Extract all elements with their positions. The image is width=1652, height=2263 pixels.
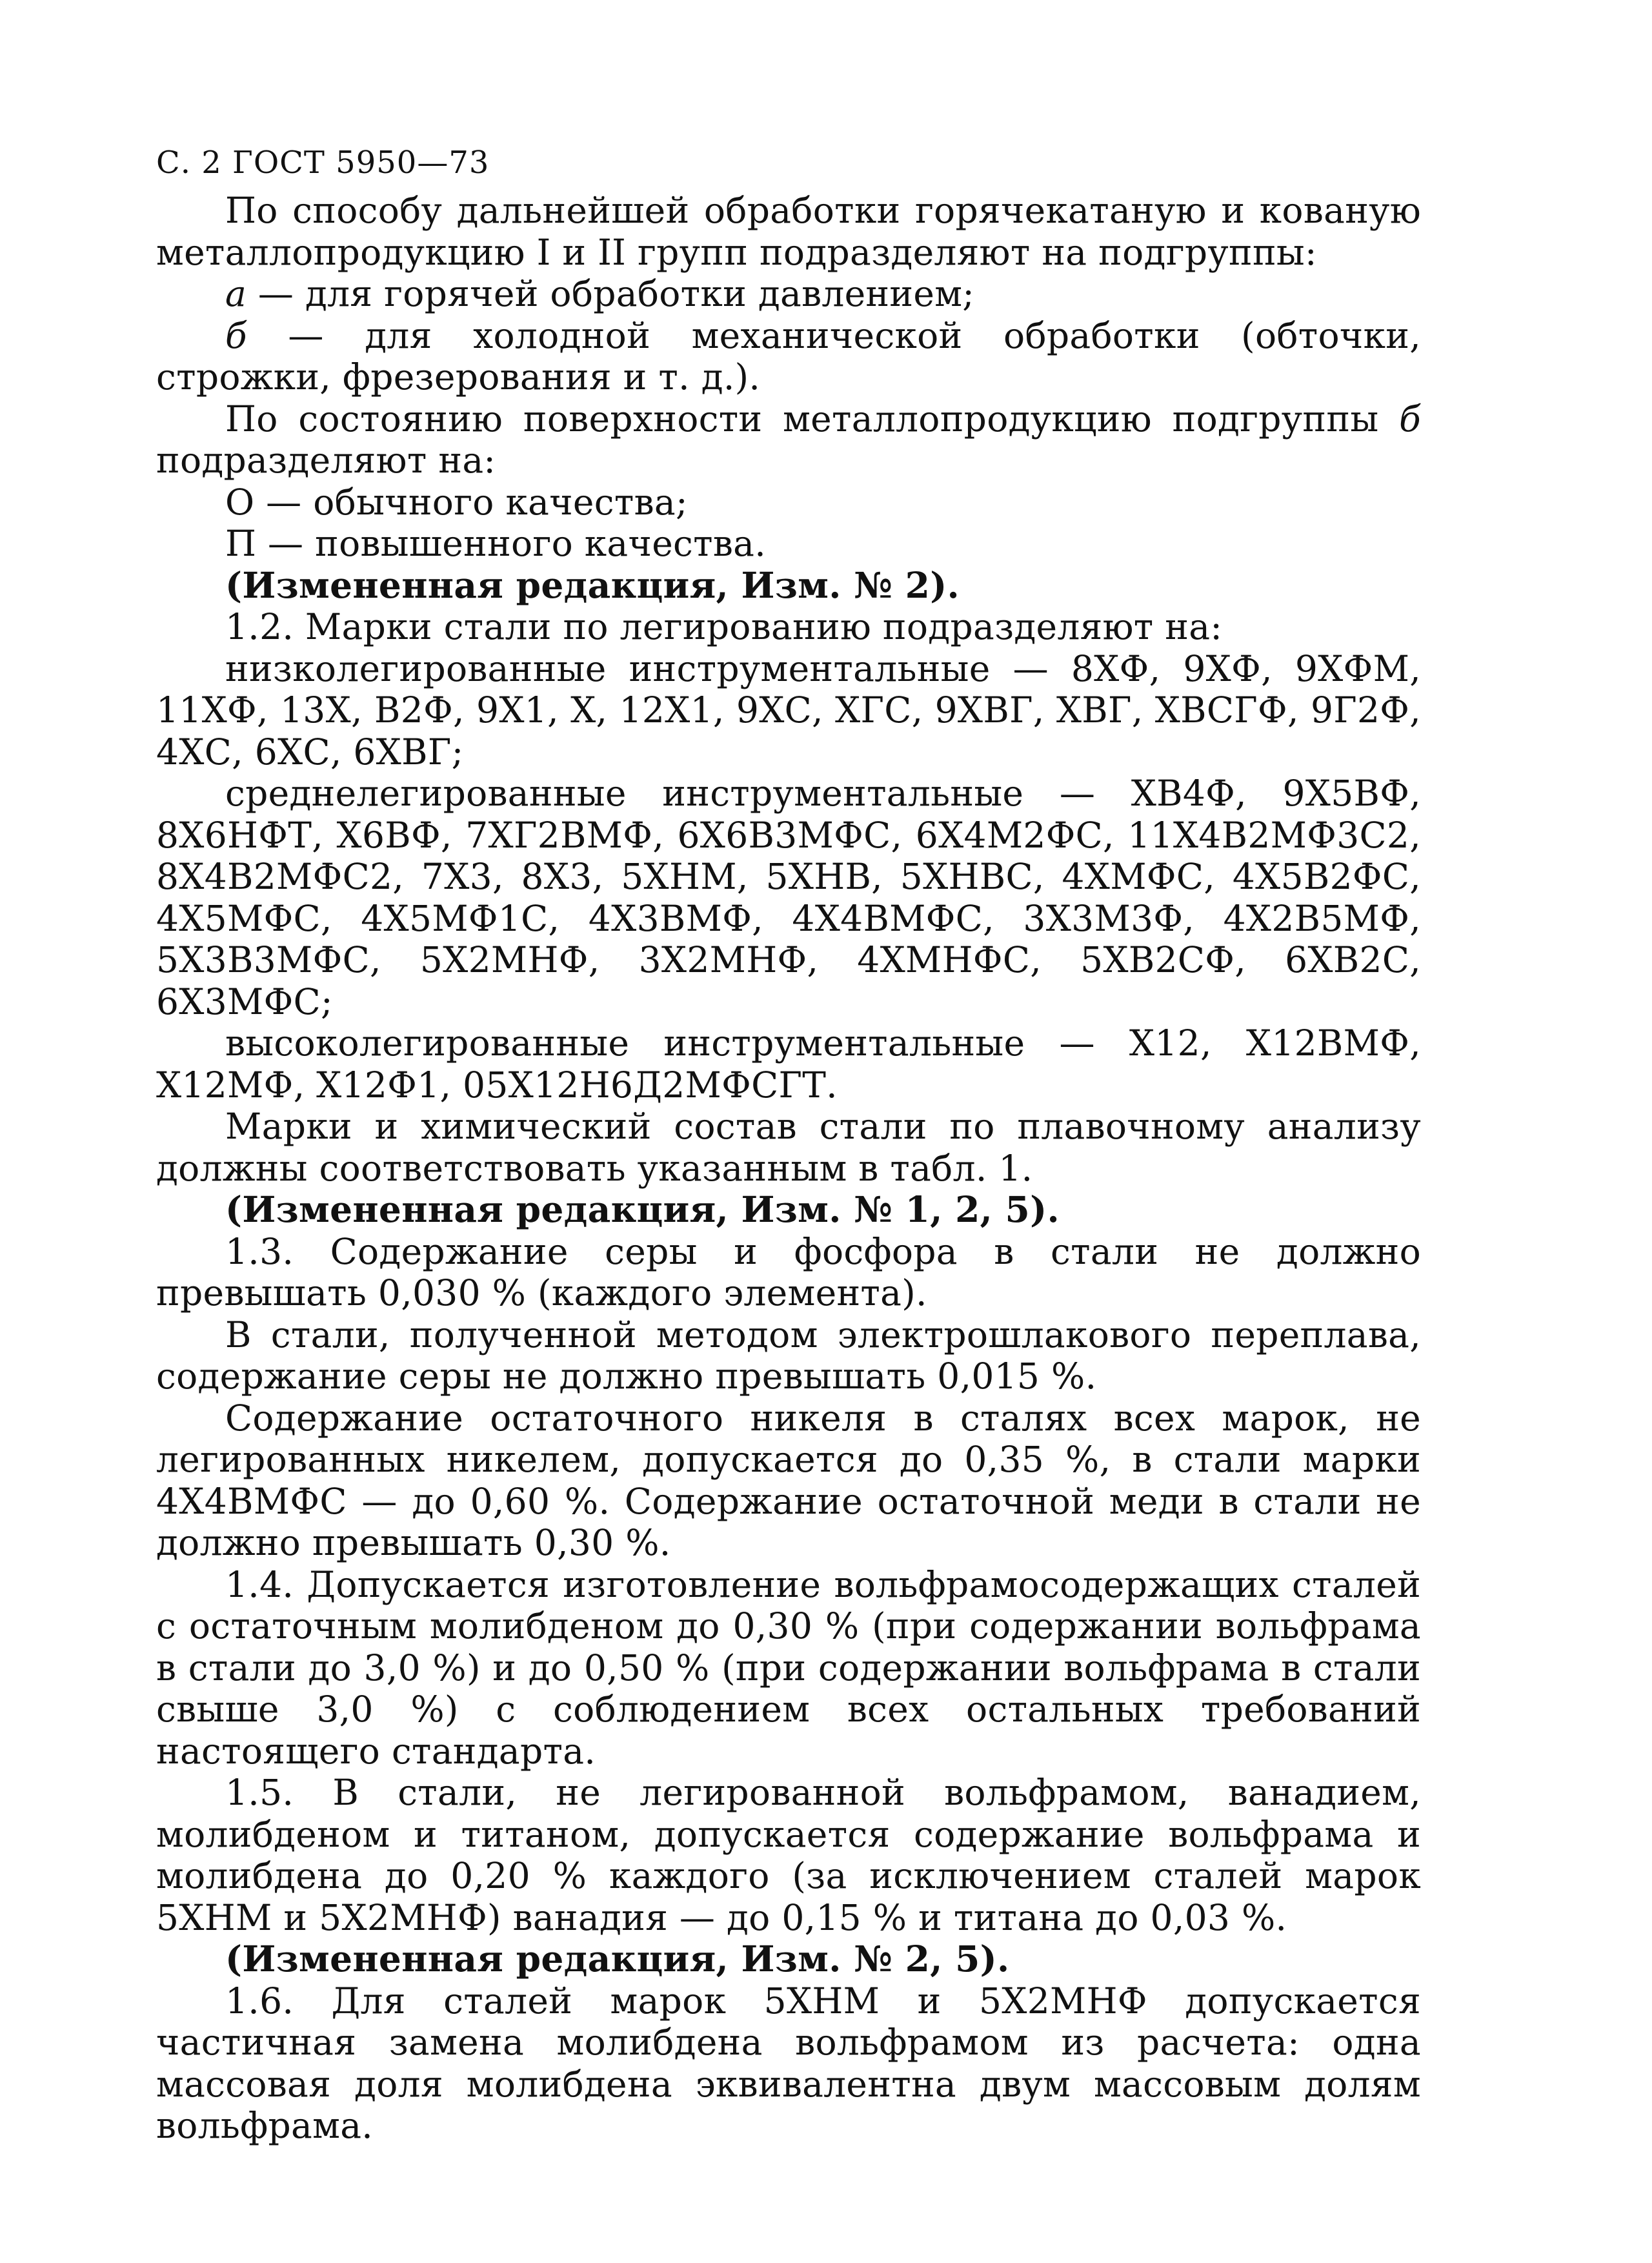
section-1-4: 1.4. Допускается изготовление вольфрамосодержащих сталей с остаточным молибденом до 0,30 % (при содержании вольфрама в стали до 3,0 %) и до 0,50 % (при содержании вольфрама в стали свыше 3,0 %) с соблюдением всех остальных требований настоящего стандарта.	[156, 1563, 1421, 1772]
list-item-p: П — повышенного качества.	[225, 523, 767, 564]
paragraph-mid-alloy: среднелегированные инструментальные — ХВ4Ф, 9Х5ВФ, 8Х6НФТ, Х6ВФ, 7ХГ2ВМФ, 6Х6В3МФС, 6Х4М2ФС, 11Х4В2МФ3С2, 8Х4В2МФС2, 7Х3, 8Х3, 5ХНМ, 5ХНВ, 5ХНВС, 4ХМФС, 4Х5В2ФС, 4Х5МФС, 4Х5МФ1С, 4Х3ВМФ, 4Х4ВМФС, 3Х3М3Ф, 4Х2В5МФ, 5Х3В3МФС, 5Х2МНФ, 3Х2МНФ, 4ХМНФС, 5ХВ2СФ, 6ХВ2С, 6Х3МФС;	[156, 773, 1421, 1022]
section-1-2: 1.2. Марки стали по легированию подразделяют на:	[225, 606, 1223, 647]
paragraph-surface	[156, 398, 1421, 482]
paragraph-subgroups: По способу дальнейшей обработки горячекатаную и кованую металлопродукцию I и II групп подразделяют на подгруппы:	[156, 190, 1421, 273]
list-item-b	[156, 315, 1421, 398]
amendment-note-3: (Измененная редакция, Изм. № 2, 5).	[225, 1938, 1010, 1980]
page-header: С. 2 ГОСТ 5950—73	[156, 145, 490, 181]
section-1-3: 1.3. Содержание серы и фосфора в стали не должно превышать 0,030 % (каждого элемента).	[156, 1230, 1421, 1314]
list-letter-b: б	[225, 314, 247, 356]
list-text-a: — для горячей обработки давлением;	[247, 273, 975, 314]
section-1-5: 1.5. В стали, не легированной вольфрамом, ванадием, молибденом и титаном, допускается содержание вольфрама и молибдена до 0,20 % каждого (за исключением сталей марок 5ХНМ и 5Х2МНФ) ванадия — до 0,15 % и титана до 0,03 %.	[156, 1772, 1421, 1938]
list-item-a	[156, 273, 1421, 315]
paragraph-esr: В стали, полученной методом электрошлакового переплава, содержание серы не должно превышать 0,015 %.	[156, 1314, 1421, 1397]
list-item-o: О — обычного качества;	[225, 481, 688, 523]
paragraph-low-alloy: низколегированные инструментальные — 8ХФ, 9ХФ, 9ХФМ, 11ХФ, 13Х, В2Ф, 9Х1, Х, 12Х1, 9ХС, ХГС, 9ХВГ, ХВГ, ХВСГФ, 9Г2Ф, 4ХС, 6ХС, 6ХВГ;	[156, 647, 1421, 773]
surface-letter: б	[1399, 398, 1421, 440]
surface-text-start: По состоянию поверхности металлопродукцию подгруппы	[225, 398, 1400, 440]
surface-text-end: подразделяют на:	[156, 440, 496, 481]
document-page	[156, 142, 1421, 2147]
amendment-note-1: (Измененная редакция, Изм. № 2).	[225, 563, 960, 606]
paragraph-nickel: Содержание остаточного никеля в сталях всех марок, не легированных никелем, допускается до 0,35 %, в стали марки 4Х4ВМФС — до 0,60 %. Содержание остаточной меди в стали не должно превышать 0,30 %.	[156, 1397, 1421, 1563]
amendment-note-2: (Измененная редакция, Изм. № 1, 2, 5).	[225, 1188, 1060, 1230]
paragraph-grades: Марки и химический состав стали по плавочному анализу должны соответствовать указанным в табл. 1.	[156, 1106, 1421, 1189]
list-text-b: — для холодной механической обработки (обточки, строжки, фрезерования и т. д.).	[156, 314, 1421, 398]
paragraph-high-alloy: высоколегированные инструментальные — Х12, Х12ВМФ, Х12МФ, Х12Ф1, 05Х12Н6Д2МФСГТ.	[156, 1022, 1421, 1106]
list-letter-a: а	[225, 273, 247, 314]
section-1-6: 1.6. Для сталей марок 5ХНМ и 5Х2МНФ допускается частичная замена молибдена вольфрамом из расчета: одна массовая доля молибдена эквивалентна двум массовым долям вольфрама.	[156, 1980, 1421, 2146]
